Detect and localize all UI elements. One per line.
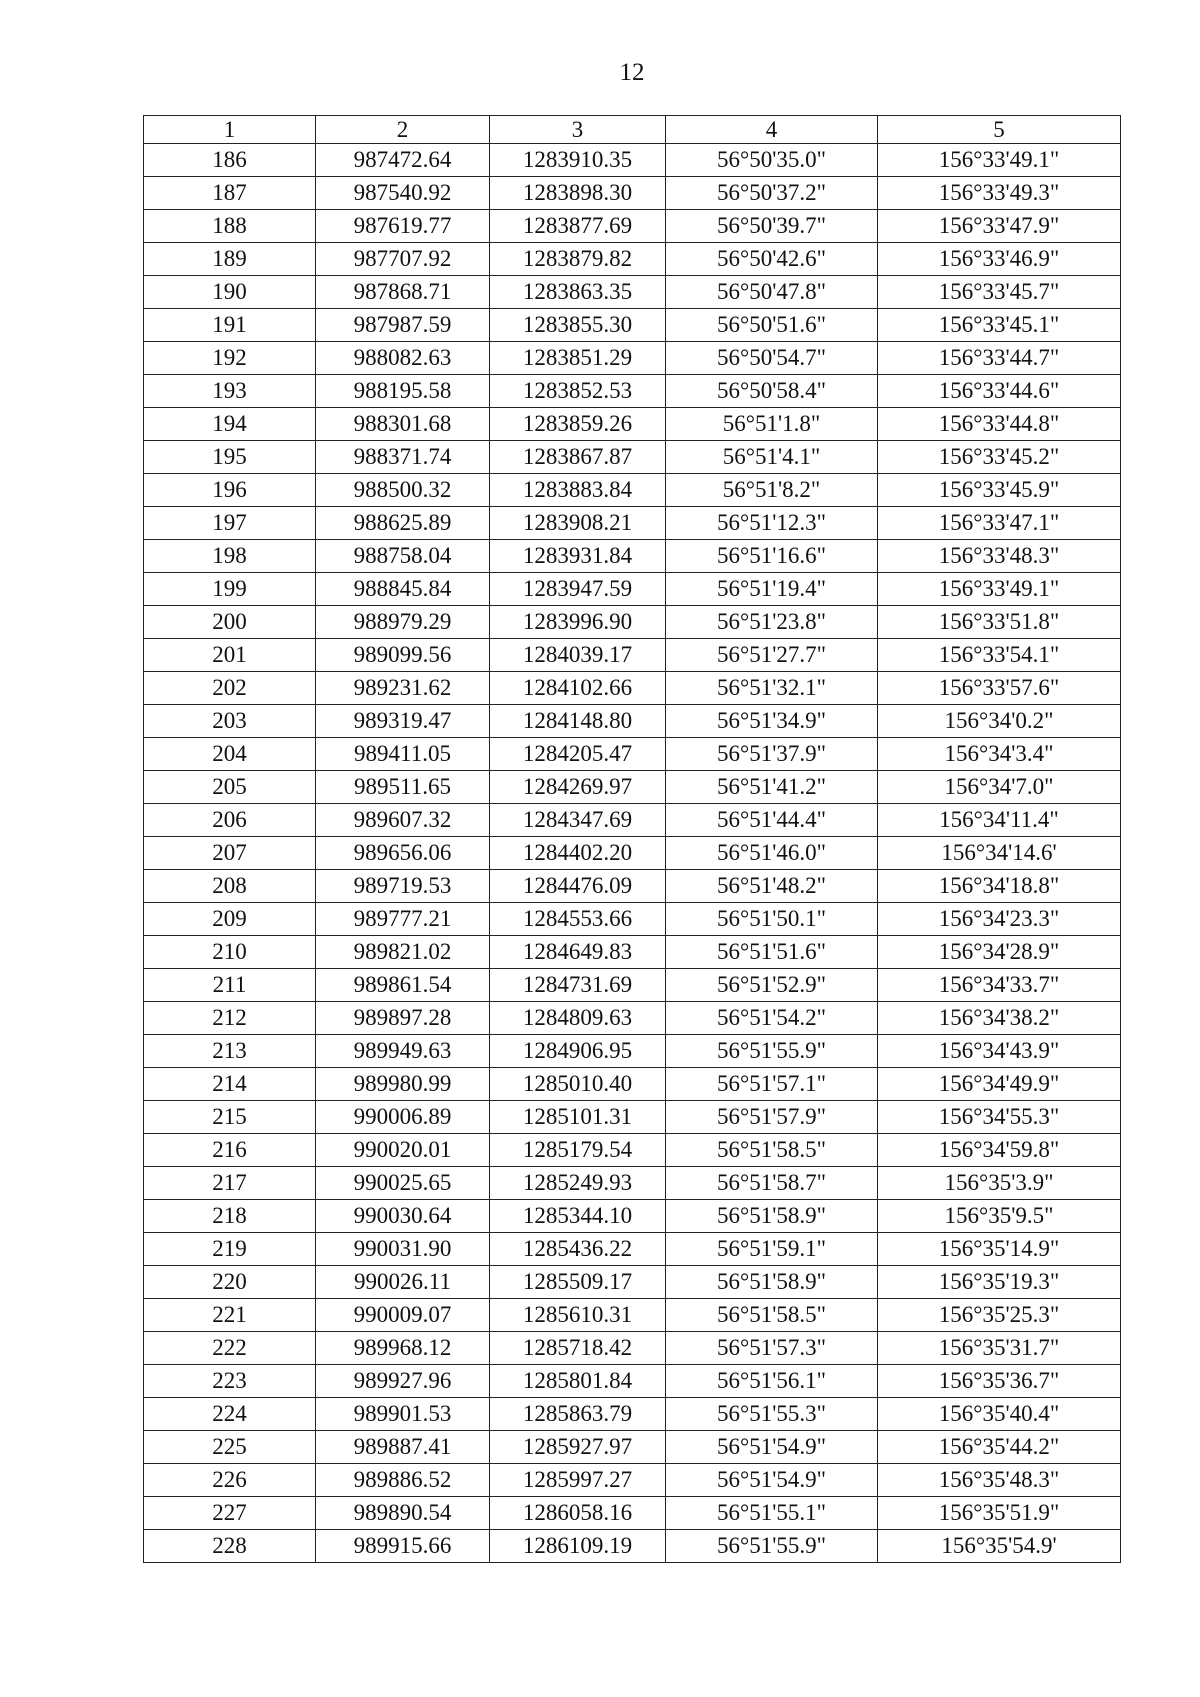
- point-number-cell: 225: [144, 1431, 316, 1464]
- longitude-cell: 156°33'46.9": [878, 243, 1121, 276]
- table-row: [144, 243, 1121, 276]
- x-coordinate-cell: 990026.11: [316, 1266, 490, 1299]
- longitude-cell: 156°33'54.1": [878, 639, 1121, 672]
- latitude-cell: 56°51'27.7": [666, 639, 878, 672]
- table-row: [144, 1002, 1121, 1035]
- table-row: [144, 408, 1121, 441]
- table-body: [144, 144, 1121, 1563]
- x-coordinate-cell: 989927.96: [316, 1365, 490, 1398]
- x-coordinate-cell: 988371.74: [316, 441, 490, 474]
- x-coordinate-cell: 989887.41: [316, 1431, 490, 1464]
- page-number: 12: [619, 59, 645, 86]
- latitude-cell: 56°51'54.2": [666, 1002, 878, 1035]
- table-row: [144, 1365, 1121, 1398]
- x-coordinate-cell: 989980.99: [316, 1068, 490, 1101]
- longitude-cell: 156°35'25.3": [878, 1299, 1121, 1332]
- x-coordinate-cell: 989319.47: [316, 705, 490, 738]
- x-coordinate-cell: 989231.62: [316, 672, 490, 705]
- y-coordinate-cell: 1283852.53: [490, 375, 666, 408]
- y-coordinate-cell: 1285509.17: [490, 1266, 666, 1299]
- latitude-cell: 56°51'41.2": [666, 771, 878, 804]
- latitude-cell: 56°50'37.2": [666, 177, 878, 210]
- x-coordinate-cell: 988195.58: [316, 375, 490, 408]
- x-coordinate-cell: 987472.64: [316, 144, 490, 177]
- longitude-cell: 156°34'0.2": [878, 705, 1121, 738]
- longitude-cell: 156°34'38.2": [878, 1002, 1121, 1035]
- y-coordinate-cell: 1285436.22: [490, 1233, 666, 1266]
- x-coordinate-cell: 989968.12: [316, 1332, 490, 1365]
- table-row: [144, 1167, 1121, 1200]
- latitude-cell: 56°51'34.9": [666, 705, 878, 738]
- table-row: [144, 375, 1121, 408]
- point-number-cell: 214: [144, 1068, 316, 1101]
- y-coordinate-cell: 1284148.80: [490, 705, 666, 738]
- table-row: [144, 903, 1121, 936]
- point-number-cell: 187: [144, 177, 316, 210]
- latitude-cell: 56°51'56.1": [666, 1365, 878, 1398]
- x-coordinate-cell: 989901.53: [316, 1398, 490, 1431]
- longitude-cell: 156°35'51.9": [878, 1497, 1121, 1530]
- y-coordinate-cell: 1285249.93: [490, 1167, 666, 1200]
- x-coordinate-cell: 990030.64: [316, 1200, 490, 1233]
- longitude-cell: 156°35'48.3": [878, 1464, 1121, 1497]
- coordinates-table: [143, 115, 1121, 1563]
- table-row: [144, 540, 1121, 573]
- point-number-cell: 199: [144, 573, 316, 606]
- latitude-cell: 56°51'48.2": [666, 870, 878, 903]
- point-number-cell: 200: [144, 606, 316, 639]
- table-row: [144, 210, 1121, 243]
- x-coordinate-cell: 990009.07: [316, 1299, 490, 1332]
- table-row: [144, 1497, 1121, 1530]
- latitude-cell: 56°51'32.1": [666, 672, 878, 705]
- point-number-cell: 223: [144, 1365, 316, 1398]
- point-number-cell: 228: [144, 1530, 316, 1563]
- x-coordinate-cell: 988979.29: [316, 606, 490, 639]
- x-coordinate-cell: 989511.65: [316, 771, 490, 804]
- point-number-cell: 218: [144, 1200, 316, 1233]
- point-number-cell: 211: [144, 969, 316, 1002]
- longitude-cell: 156°35'14.9": [878, 1233, 1121, 1266]
- table-row: [144, 507, 1121, 540]
- point-number-cell: 205: [144, 771, 316, 804]
- x-coordinate-cell: 988845.84: [316, 573, 490, 606]
- point-number-cell: 227: [144, 1497, 316, 1530]
- point-number-cell: 190: [144, 276, 316, 309]
- point-number-cell: 210: [144, 936, 316, 969]
- y-coordinate-cell: 1285610.31: [490, 1299, 666, 1332]
- table-row: [144, 837, 1121, 870]
- table-row: [144, 276, 1121, 309]
- table-row: [144, 474, 1121, 507]
- latitude-cell: 56°50'58.4": [666, 375, 878, 408]
- x-coordinate-cell: 989719.53: [316, 870, 490, 903]
- x-coordinate-cell: 988082.63: [316, 342, 490, 375]
- point-number-cell: 222: [144, 1332, 316, 1365]
- x-coordinate-cell: 989861.54: [316, 969, 490, 1002]
- table-row: [144, 969, 1121, 1002]
- latitude-cell: 56°51'55.3": [666, 1398, 878, 1431]
- table-row: [144, 771, 1121, 804]
- point-number-cell: 197: [144, 507, 316, 540]
- y-coordinate-cell: 1285997.27: [490, 1464, 666, 1497]
- point-number-cell: 192: [144, 342, 316, 375]
- latitude-cell: 56°51'8.2": [666, 474, 878, 507]
- table-row: [144, 936, 1121, 969]
- point-number-cell: 207: [144, 837, 316, 870]
- table-row: [144, 1266, 1121, 1299]
- x-coordinate-cell: 987987.59: [316, 309, 490, 342]
- x-coordinate-cell: 987868.71: [316, 276, 490, 309]
- table-row: [144, 738, 1121, 771]
- longitude-cell: 156°33'45.9": [878, 474, 1121, 507]
- y-coordinate-cell: 1283908.21: [490, 507, 666, 540]
- table-row: [144, 1068, 1121, 1101]
- point-number-cell: 213: [144, 1035, 316, 1068]
- x-coordinate-cell: 989897.28: [316, 1002, 490, 1035]
- latitude-cell: 56°51'58.7": [666, 1167, 878, 1200]
- x-coordinate-cell: 989886.52: [316, 1464, 490, 1497]
- table-row: [144, 1332, 1121, 1365]
- x-coordinate-cell: 989777.21: [316, 903, 490, 936]
- x-coordinate-cell: 989949.63: [316, 1035, 490, 1068]
- y-coordinate-cell: 1283879.82: [490, 243, 666, 276]
- longitude-cell: 156°33'49.3": [878, 177, 1121, 210]
- y-coordinate-cell: 1284269.97: [490, 771, 666, 804]
- longitude-cell: 156°33'57.6": [878, 672, 1121, 705]
- column-header: 4: [666, 116, 878, 144]
- y-coordinate-cell: 1283883.84: [490, 474, 666, 507]
- column-header: 2: [316, 116, 490, 144]
- longitude-cell: 156°34'55.3": [878, 1101, 1121, 1134]
- longitude-cell: 156°35'3.9": [878, 1167, 1121, 1200]
- point-number-cell: 220: [144, 1266, 316, 1299]
- y-coordinate-cell: 1284906.95: [490, 1035, 666, 1068]
- table-row: [144, 177, 1121, 210]
- latitude-cell: 56°51'58.9": [666, 1200, 878, 1233]
- longitude-cell: 156°33'45.2": [878, 441, 1121, 474]
- latitude-cell: 56°51'58.5": [666, 1134, 878, 1167]
- y-coordinate-cell: 1283863.35: [490, 276, 666, 309]
- latitude-cell: 56°51'57.1": [666, 1068, 878, 1101]
- table-row: [144, 804, 1121, 837]
- x-coordinate-cell: 987619.77: [316, 210, 490, 243]
- latitude-cell: 56°51'23.8": [666, 606, 878, 639]
- longitude-cell: 156°33'45.1": [878, 309, 1121, 342]
- x-coordinate-cell: 990025.65: [316, 1167, 490, 1200]
- longitude-cell: 156°34'14.6': [878, 837, 1121, 870]
- header-row: [144, 116, 1121, 144]
- latitude-cell: 56°51'37.9": [666, 738, 878, 771]
- table-row: [144, 639, 1121, 672]
- point-number-cell: 203: [144, 705, 316, 738]
- point-number-cell: 188: [144, 210, 316, 243]
- longitude-cell: 156°33'45.7": [878, 276, 1121, 309]
- y-coordinate-cell: 1285101.31: [490, 1101, 666, 1134]
- table-row: [144, 309, 1121, 342]
- x-coordinate-cell: 989890.54: [316, 1497, 490, 1530]
- table-header: [144, 116, 1121, 144]
- y-coordinate-cell: 1285179.54: [490, 1134, 666, 1167]
- table-row: [144, 1530, 1121, 1563]
- y-coordinate-cell: 1285344.10: [490, 1200, 666, 1233]
- column-header: 5: [878, 116, 1121, 144]
- y-coordinate-cell: 1283947.59: [490, 573, 666, 606]
- latitude-cell: 56°50'47.8": [666, 276, 878, 309]
- point-number-cell: 208: [144, 870, 316, 903]
- longitude-cell: 156°34'23.3": [878, 903, 1121, 936]
- longitude-cell: 156°35'36.7": [878, 1365, 1121, 1398]
- longitude-cell: 156°33'49.1": [878, 144, 1121, 177]
- x-coordinate-cell: 987540.92: [316, 177, 490, 210]
- y-coordinate-cell: 1283877.69: [490, 210, 666, 243]
- longitude-cell: 156°35'9.5": [878, 1200, 1121, 1233]
- y-coordinate-cell: 1284649.83: [490, 936, 666, 969]
- x-coordinate-cell: 990031.90: [316, 1233, 490, 1266]
- table-row: [144, 1299, 1121, 1332]
- x-coordinate-cell: 989099.56: [316, 639, 490, 672]
- longitude-cell: 156°35'31.7": [878, 1332, 1121, 1365]
- point-number-cell: 193: [144, 375, 316, 408]
- point-number-cell: 204: [144, 738, 316, 771]
- longitude-cell: 156°34'43.9": [878, 1035, 1121, 1068]
- y-coordinate-cell: 1283910.35: [490, 144, 666, 177]
- latitude-cell: 56°51'54.9": [666, 1464, 878, 1497]
- latitude-cell: 56°51'46.0": [666, 837, 878, 870]
- point-number-cell: 201: [144, 639, 316, 672]
- longitude-cell: 156°33'44.8": [878, 408, 1121, 441]
- x-coordinate-cell: 988625.89: [316, 507, 490, 540]
- longitude-cell: 156°33'44.7": [878, 342, 1121, 375]
- longitude-cell: 156°34'28.9": [878, 936, 1121, 969]
- point-number-cell: 186: [144, 144, 316, 177]
- latitude-cell: 56°51'44.4": [666, 804, 878, 837]
- table-row: [144, 144, 1121, 177]
- table-row: [144, 672, 1121, 705]
- longitude-cell: 156°33'47.9": [878, 210, 1121, 243]
- x-coordinate-cell: 989411.05: [316, 738, 490, 771]
- latitude-cell: 56°51'55.1": [666, 1497, 878, 1530]
- table-row: [144, 1035, 1121, 1068]
- y-coordinate-cell: 1283996.90: [490, 606, 666, 639]
- longitude-cell: 156°35'44.2": [878, 1431, 1121, 1464]
- longitude-cell: 156°33'51.8": [878, 606, 1121, 639]
- latitude-cell: 56°51'55.9": [666, 1035, 878, 1068]
- latitude-cell: 56°51'54.9": [666, 1431, 878, 1464]
- latitude-cell: 56°51'12.3": [666, 507, 878, 540]
- longitude-cell: 156°35'19.3": [878, 1266, 1121, 1299]
- point-number-cell: 206: [144, 804, 316, 837]
- column-header: 3: [490, 116, 666, 144]
- table-row: [144, 870, 1121, 903]
- y-coordinate-cell: 1283898.30: [490, 177, 666, 210]
- latitude-cell: 56°51'1.8": [666, 408, 878, 441]
- table-row: [144, 1431, 1121, 1464]
- longitude-cell: 156°35'54.9': [878, 1530, 1121, 1563]
- latitude-cell: 56°51'50.1": [666, 903, 878, 936]
- x-coordinate-cell: 989821.02: [316, 936, 490, 969]
- point-number-cell: 217: [144, 1167, 316, 1200]
- table-row: [144, 1200, 1121, 1233]
- point-number-cell: 196: [144, 474, 316, 507]
- point-number-cell: 221: [144, 1299, 316, 1332]
- table-row: [144, 1233, 1121, 1266]
- latitude-cell: 56°51'55.9": [666, 1530, 878, 1563]
- point-number-cell: 195: [144, 441, 316, 474]
- x-coordinate-cell: 987707.92: [316, 243, 490, 276]
- point-number-cell: 215: [144, 1101, 316, 1134]
- latitude-cell: 56°50'51.6": [666, 309, 878, 342]
- latitude-cell: 56°50'42.6": [666, 243, 878, 276]
- longitude-cell: 156°34'18.8": [878, 870, 1121, 903]
- y-coordinate-cell: 1284039.17: [490, 639, 666, 672]
- latitude-cell: 56°50'54.7": [666, 342, 878, 375]
- latitude-cell: 56°51'59.1": [666, 1233, 878, 1266]
- table-row: [144, 1101, 1121, 1134]
- x-coordinate-cell: 988301.68: [316, 408, 490, 441]
- longitude-cell: 156°34'3.4": [878, 738, 1121, 771]
- x-coordinate-cell: 990006.89: [316, 1101, 490, 1134]
- latitude-cell: 56°51'58.9": [666, 1266, 878, 1299]
- point-number-cell: 219: [144, 1233, 316, 1266]
- table-row: [144, 1134, 1121, 1167]
- y-coordinate-cell: 1284809.63: [490, 1002, 666, 1035]
- longitude-cell: 156°33'49.1": [878, 573, 1121, 606]
- x-coordinate-cell: 988500.32: [316, 474, 490, 507]
- y-coordinate-cell: 1284102.66: [490, 672, 666, 705]
- y-coordinate-cell: 1283867.87: [490, 441, 666, 474]
- longitude-cell: 156°33'48.3": [878, 540, 1121, 573]
- y-coordinate-cell: 1284476.09: [490, 870, 666, 903]
- y-coordinate-cell: 1283851.29: [490, 342, 666, 375]
- latitude-cell: 56°51'57.3": [666, 1332, 878, 1365]
- longitude-cell: 156°34'33.7": [878, 969, 1121, 1002]
- y-coordinate-cell: 1285801.84: [490, 1365, 666, 1398]
- longitude-cell: 156°34'7.0": [878, 771, 1121, 804]
- point-number-cell: 209: [144, 903, 316, 936]
- x-coordinate-cell: 988758.04: [316, 540, 490, 573]
- point-number-cell: 226: [144, 1464, 316, 1497]
- longitude-cell: 156°34'49.9": [878, 1068, 1121, 1101]
- point-number-cell: 189: [144, 243, 316, 276]
- point-number-cell: 212: [144, 1002, 316, 1035]
- table-row: [144, 1464, 1121, 1497]
- longitude-cell: 156°33'47.1": [878, 507, 1121, 540]
- latitude-cell: 56°51'58.5": [666, 1299, 878, 1332]
- latitude-cell: 56°51'4.1": [666, 441, 878, 474]
- latitude-cell: 56°51'57.9": [666, 1101, 878, 1134]
- x-coordinate-cell: 989607.32: [316, 804, 490, 837]
- x-coordinate-cell: 989915.66: [316, 1530, 490, 1563]
- y-coordinate-cell: 1283859.26: [490, 408, 666, 441]
- column-header: 1: [144, 116, 316, 144]
- point-number-cell: 216: [144, 1134, 316, 1167]
- table-row: [144, 606, 1121, 639]
- x-coordinate-cell: 989656.06: [316, 837, 490, 870]
- y-coordinate-cell: 1284402.20: [490, 837, 666, 870]
- table-row: [144, 342, 1121, 375]
- y-coordinate-cell: 1286109.19: [490, 1530, 666, 1563]
- latitude-cell: 56°50'35.0": [666, 144, 878, 177]
- y-coordinate-cell: 1284205.47: [490, 738, 666, 771]
- y-coordinate-cell: 1283855.30: [490, 309, 666, 342]
- y-coordinate-cell: 1286058.16: [490, 1497, 666, 1530]
- latitude-cell: 56°50'39.7": [666, 210, 878, 243]
- point-number-cell: 198: [144, 540, 316, 573]
- longitude-cell: 156°34'59.8": [878, 1134, 1121, 1167]
- y-coordinate-cell: 1285927.97: [490, 1431, 666, 1464]
- point-number-cell: 191: [144, 309, 316, 342]
- latitude-cell: 56°51'52.9": [666, 969, 878, 1002]
- y-coordinate-cell: 1284347.69: [490, 804, 666, 837]
- point-number-cell: 202: [144, 672, 316, 705]
- table-row: [144, 1398, 1121, 1431]
- y-coordinate-cell: 1285010.40: [490, 1068, 666, 1101]
- point-number-cell: 224: [144, 1398, 316, 1431]
- x-coordinate-cell: 990020.01: [316, 1134, 490, 1167]
- latitude-cell: 56°51'19.4": [666, 573, 878, 606]
- table-row: [144, 573, 1121, 606]
- longitude-cell: 156°33'44.6": [878, 375, 1121, 408]
- table-row: [144, 441, 1121, 474]
- latitude-cell: 56°51'51.6": [666, 936, 878, 969]
- y-coordinate-cell: 1284731.69: [490, 969, 666, 1002]
- point-number-cell: 194: [144, 408, 316, 441]
- latitude-cell: 56°51'16.6": [666, 540, 878, 573]
- y-coordinate-cell: 1285863.79: [490, 1398, 666, 1431]
- y-coordinate-cell: 1284553.66: [490, 903, 666, 936]
- table-row: [144, 705, 1121, 738]
- longitude-cell: 156°35'40.4": [878, 1398, 1121, 1431]
- y-coordinate-cell: 1283931.84: [490, 540, 666, 573]
- longitude-cell: 156°34'11.4": [878, 804, 1121, 837]
- y-coordinate-cell: 1285718.42: [490, 1332, 666, 1365]
